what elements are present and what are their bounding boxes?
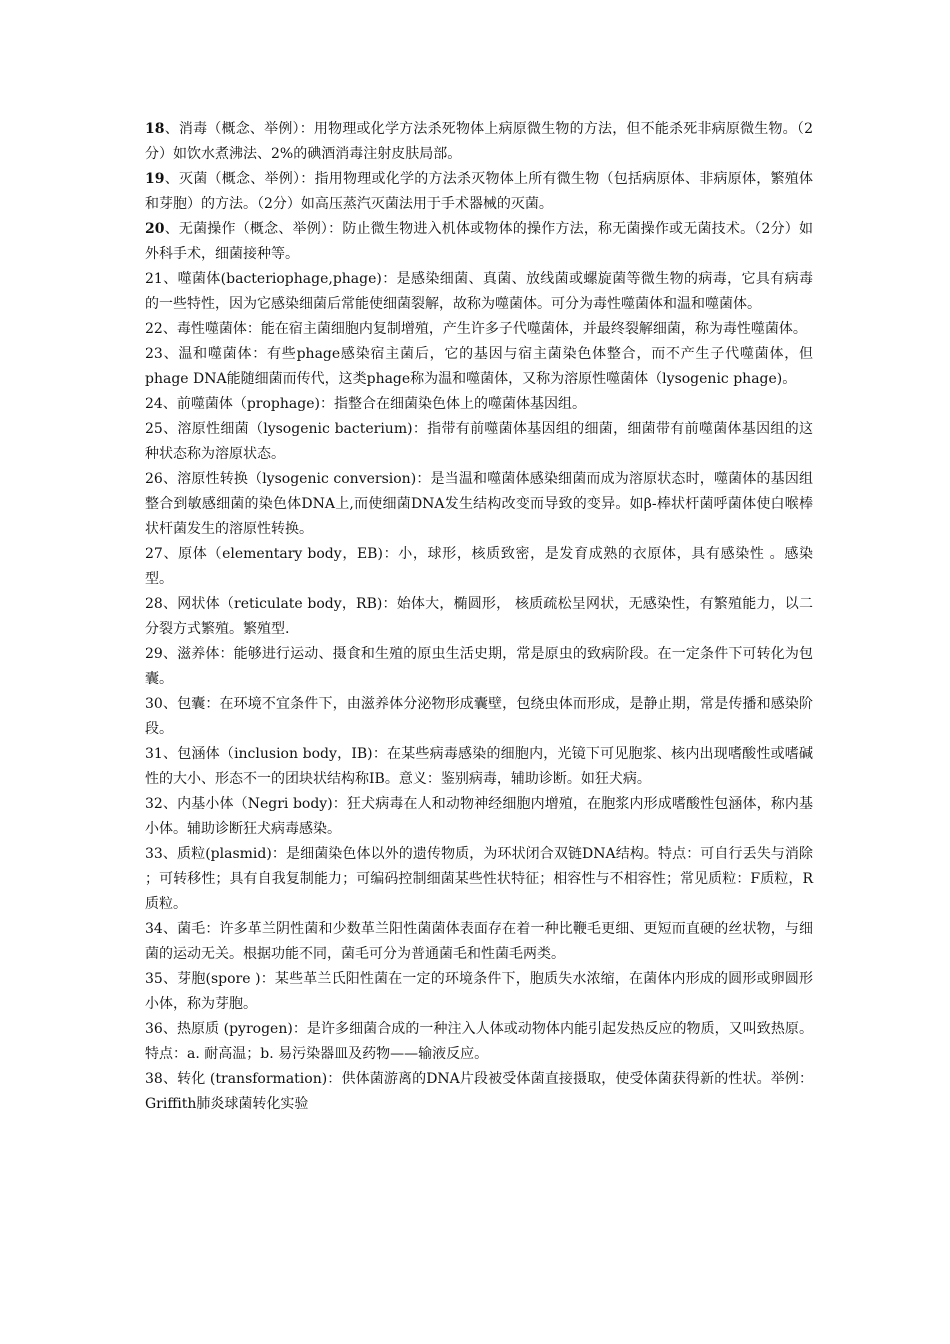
entry-text: 、转化 (transformation)：供体菌游离的DNA片段被受体菌直接摄取，使受体菌获得新的性状。举例：Griffith肺炎球菌转化实验 — [145, 1071, 813, 1112]
entry-text: 、内基小体（Negri body)：狂犬病毒在人和动物神经细胞内增殖，在胞浆内形成嗜酸性包涵体，称内基小体。辅助诊断狂犬病毒感染。 — [145, 796, 813, 837]
entry-23 — [145, 342, 813, 392]
entry-text: 、菌毛：许多革兰阴性菌和少数革兰阳性菌菌体表面存在着一种比鞭毛更细、更短而直硬的丝状物，与细菌的运动无关。根据功能不同，菌毛可分为普通菌毛和性菌毛两类。 — [145, 921, 813, 962]
entry-number: 31 — [145, 746, 163, 762]
entry-text: 、热原质 (pyrogen)：是许多细菌合成的一种注入人体或动物体内能引起发热反应的物质，又叫致热原。特点：a. 耐高温；b. 易污染器皿及药物——输液反应。 — [145, 1021, 813, 1062]
entry-number: 35 — [145, 971, 163, 987]
entry-number: 32 — [145, 796, 163, 812]
entry-text: 、网状体（reticulate body，RB)：始体大，椭圆形， 核质疏松呈网状，无感染性，有繁殖能力，以二分裂方式繁殖。繁殖型. — [145, 596, 813, 637]
entry-32 — [145, 792, 813, 842]
document-body — [145, 117, 813, 1117]
entry-number: 21 — [145, 271, 163, 287]
entry-text: 、包囊：在环境不宜条件下，由滋养体分泌物形成囊壁，包绕虫体而形成，是静止期，常是传播和感染阶段。 — [145, 696, 813, 737]
entry-30 — [145, 692, 813, 742]
entry-number: 18 — [145, 121, 165, 137]
entry-text: 、溶原性细菌（lysogenic bacterium)：指带有前噬菌体基因组的细菌，细菌带有前噬菌体基因组的这种状态称为溶原状态。 — [145, 421, 813, 462]
entry-19 — [145, 167, 813, 217]
entry-34 — [145, 917, 813, 967]
entry-number: 33 — [145, 846, 163, 862]
entry-number: 28 — [145, 596, 163, 612]
entry-text: 、噬菌体(bacteriophage,phage)：是感染细菌、真菌、放线菌或螺旋菌等微生物的病毒，它具有病毒的一些特性，因为它感染细菌后常能使细菌裂解，故称为噬菌体。可分为毒性噬菌体和温和噬菌体。 — [145, 271, 813, 312]
entry-number: 27 — [145, 546, 163, 562]
entry-number: 26 — [145, 471, 163, 487]
entry-36 — [145, 1017, 813, 1067]
entry-text: 、无菌操作（概念、举例）：防止微生物进入机体或物体的操作方法，称无菌操作或无菌技术。（2分）如外科手术，细菌接种等。 — [145, 221, 813, 262]
entry-number: 22 — [145, 321, 163, 337]
entry-number: 38 — [145, 1071, 163, 1087]
entry-number: 34 — [145, 921, 163, 937]
entry-27 — [145, 542, 813, 592]
entry-28 — [145, 592, 813, 642]
entry-number: 23 — [145, 346, 163, 362]
entry-text: 、前噬菌体（prophage)：指整合在细菌染色体上的噬菌体基因组。 — [162, 396, 586, 412]
entry-text: 、包涵体（inclusion body，IB)：在某些病毒感染的细胞内，光镜下可见胞浆、核内出现嗜酸性或嗜碱性的大小、形态不一的团块状结构称IB。意义：鉴别病毒，辅助诊断。如狂犬病。 — [145, 746, 813, 787]
entry-21 — [145, 267, 813, 317]
entry-26 — [145, 467, 813, 542]
entry-text: 、溶原性转换（lysogenic conversion)：是当温和噬菌体感染细菌而成为溶原状态时，噬菌体的基因组整合到敏感细菌的染色体DNA上,而使细菌DNA发生结构改变而导致的变异。如β-棒状杆菌呼菌体使白喉棒状杆菌发生的溶原性转换。 — [145, 471, 813, 537]
entry-number: 29 — [145, 646, 163, 662]
entry-text: 、温和噬菌体：有些phage感染宿主菌后，它的基因与宿主菌染色体整合，而不产生子代噬菌体，但phage DNA能随细菌而传代，这类phage称为温和噬菌体，又称为溶原性噬菌体（lysogenic phage)。 — [145, 346, 813, 387]
entry-text: 、滋养体：能够进行运动、摄食和生殖的原虫生活史期，常是原虫的致病阶段。在一定条件下可转化为包囊。 — [145, 646, 813, 687]
entry-33 — [145, 842, 813, 917]
entry-text: 、原体（elementary body，EB)：小，球形，核质致密，是发育成熟的衣原体，具有感染性 。感染型。 — [145, 546, 813, 587]
entry-18 — [145, 117, 813, 167]
entry-number: 24 — [145, 396, 163, 412]
entry-38 — [145, 1067, 813, 1117]
entry-number: 19 — [145, 171, 165, 187]
entry-22 — [145, 317, 813, 342]
entry-text: 、芽胞(spore )：某些革兰氏阳性菌在一定的环境条件下，胞质失水浓缩，在菌体内形成的圆形或卵圆形小体，称为芽胞。 — [145, 971, 813, 1012]
entry-text: 、灭菌（概念、举例）：指用物理或化学的方法杀灭物体上所有微生物（包括病原体、非病原体，繁殖体和芽胞）的方法。（2分）如高压蒸汽灭菌法用于手术器械的灭菌。 — [145, 171, 813, 212]
entry-number: 30 — [145, 696, 163, 712]
entry-20 — [145, 217, 813, 267]
entry-31 — [145, 742, 813, 792]
entry-text: 、质粒(plasmid)：是细菌染色体以外的遗传物质，为环状闭合双链DNA结构。特点：可自行丢失与消除 ；可转移性；具有自我复制能力；可编码控制细菌某些性状特征；相容性与不相容性；常见质粒：F质粒，R质粒。 — [145, 846, 813, 912]
entry-24 — [145, 392, 813, 417]
entry-text: 、毒性噬菌体：能在宿主菌细胞内复制增殖，产生许多子代噬菌体，并最终裂解细菌，称为毒性噬菌体。 — [162, 321, 807, 337]
entry-number: 25 — [145, 421, 163, 437]
entry-text: 、消毒（概念、举例）：用物理或化学方法杀死物体上病原微生物的方法，但不能杀死非病原微生物。（2分）如饮水煮沸法、2%的碘酒消毒注射皮肤局部。 — [145, 121, 813, 162]
entry-number: 36 — [145, 1021, 163, 1037]
entry-25 — [145, 417, 813, 467]
entry-number: 20 — [145, 221, 165, 237]
entry-29 — [145, 642, 813, 692]
entry-35 — [145, 967, 813, 1017]
